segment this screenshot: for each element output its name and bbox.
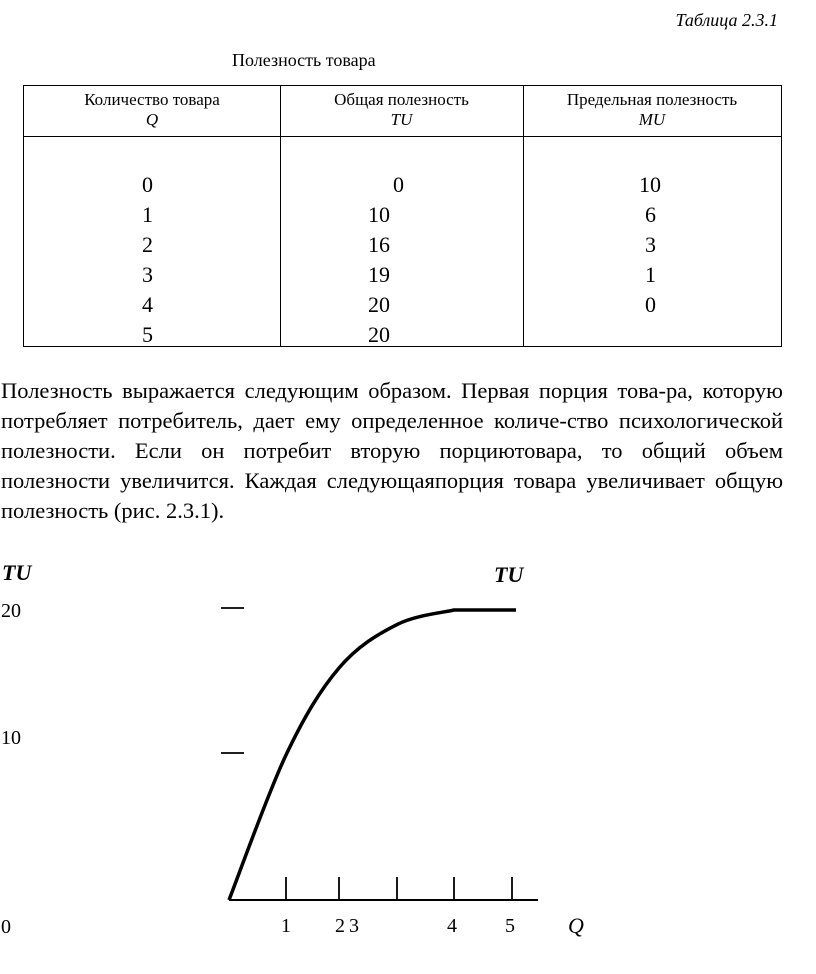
table-cell: 1: [645, 262, 656, 287]
x-tick-label: 5: [505, 915, 515, 937]
x-tick-label: 4: [447, 915, 457, 937]
x-tick-label: 3: [349, 915, 359, 937]
column-header-text: Предельная полезность: [566, 90, 738, 109]
column-header-symbol: Q: [145, 110, 159, 129]
table-number-label: Таблица 2.3.1: [675, 10, 778, 30]
table-cell: 20: [368, 292, 390, 317]
y-tick-label: 10: [1, 727, 21, 749]
table-cell: 2: [142, 232, 153, 257]
y-tick-label: 20: [1, 600, 21, 622]
x-tick-label: 1: [281, 915, 291, 937]
column-header-text: Количество товара: [84, 90, 220, 109]
table-cell: 0: [645, 292, 656, 317]
paragraph-text: Полезность выражается следующим образом. Первая порция това-ра, которую потребляет потребитель, дает ему определенное количе-ство психологической полезности. Если он потребит вторую порциютовара, то общий объем полезности увеличится. Каждая следующаяпорция товара увеличивает общую полезность (рис. 2.3.1).: [1, 378, 783, 523]
table-cell: 4: [142, 292, 153, 317]
column-header-symbol: TU: [390, 110, 413, 129]
table-cell: 20: [368, 322, 390, 347]
tu-curve-line: [229, 610, 516, 900]
table-cell: 19: [368, 262, 390, 287]
y-axis-label: TU: [2, 560, 32, 585]
table-cell: 1: [142, 202, 153, 227]
column-header-symbol: MU: [638, 110, 666, 129]
table-cell: 16: [368, 232, 390, 257]
x-axis-label: Q: [568, 913, 584, 938]
column-header-text: Общая полезность: [334, 90, 469, 109]
table-cell: 0: [142, 172, 153, 197]
table-cell: 5: [142, 322, 153, 347]
curve-label: TU: [494, 562, 524, 587]
table-cell: 3: [645, 232, 656, 257]
origin-label: 0: [1, 916, 11, 938]
table-cell: 10: [368, 202, 390, 227]
table-title: Полезность товара: [232, 50, 376, 70]
table-cell: 10: [639, 172, 661, 197]
table-cell: 6: [645, 202, 656, 227]
table-cell: 3: [142, 262, 153, 287]
table-cell: 0: [393, 172, 404, 197]
x-tick-label: 2: [335, 915, 345, 937]
